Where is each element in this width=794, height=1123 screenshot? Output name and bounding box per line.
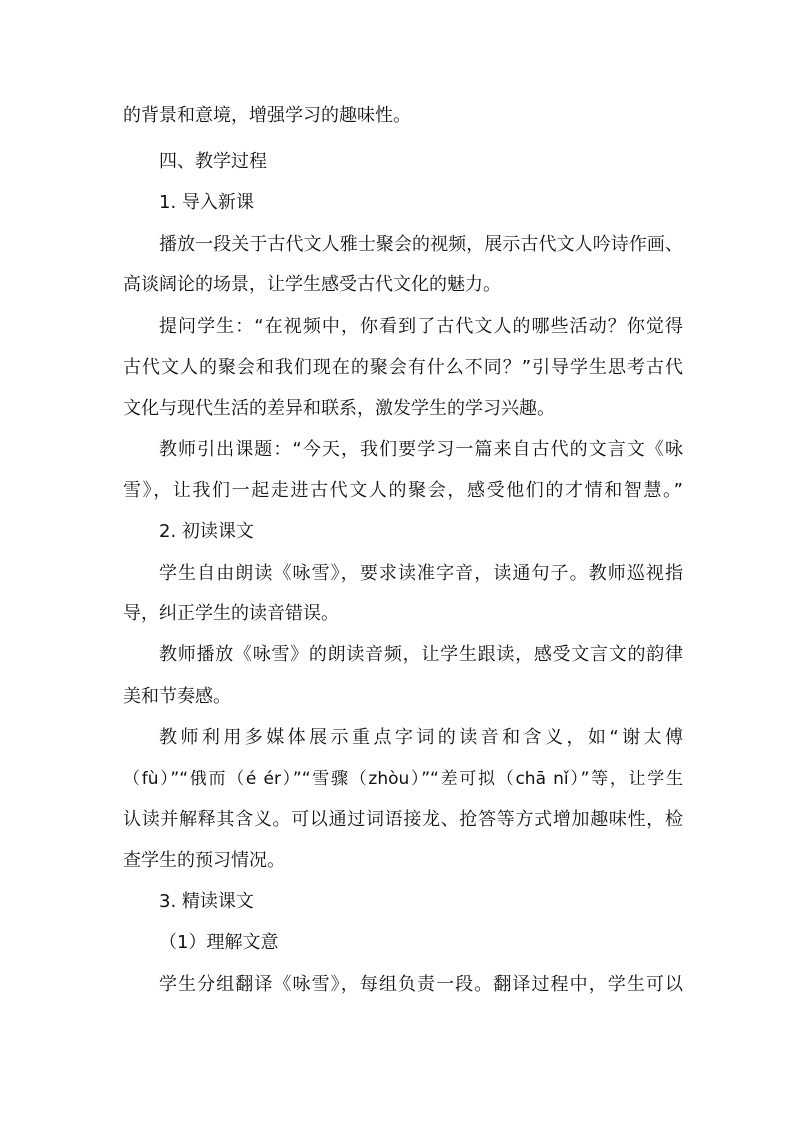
- text-line-10: 雪》，让我们一起走进古代文人的聚会，感受他们的才情和智慧。”: [123, 480, 683, 501]
- text-line-5: 高谈阔论的场景，让学生感受古代文化的魅力。: [123, 274, 501, 295]
- sub-subsection-heading-understand-meaning: （1）理解文意: [159, 932, 279, 953]
- text-line-18: 认读并解释其含义。可以通过词语接龙、抢答等方式增加趣味性，检: [123, 809, 683, 830]
- text-line-6: 提问学生：“在视频中，你看到了古代文人的哪些活动？你觉得: [159, 316, 683, 337]
- text-line-19: 查学生的预习情况。: [123, 850, 285, 871]
- text-line-13: 导，纠正学生的读音错误。: [123, 603, 339, 624]
- text-line-22: 学生分组翻译《咏雪》，每组负责一段。翻译过程中，学生可以: [159, 974, 683, 995]
- subsection-heading-close-reading: 3. 精读课文: [159, 891, 254, 912]
- text-line-14: 教师播放《咏雪》的朗读音频，让学生跟读，感受文言文的韵律: [159, 644, 683, 665]
- text-line-12: 学生自由朗读《咏雪》，要求读准字音，读通句子。教师巡视指: [159, 563, 683, 584]
- text-line-15: 美和节奏感。: [123, 686, 231, 707]
- text-line-17: （fù）”“俄而（é ér）”“雪骤（zhòu）”“差可拟（chā nǐ）”等，让学生: [123, 769, 683, 789]
- text-line-7: 古代文人的聚会和我们现在的聚会有什么不同？”引导学生思考古代: [123, 357, 683, 378]
- subsection-heading-introduction: 1. 导入新课: [159, 192, 254, 213]
- text-line-16: 教师利用多媒体展示重点字词的读音和含义，如“谢太傅: [159, 727, 683, 748]
- text-line-8: 文化与现代生活的差异和联系，激发学生的学习兴趣。: [123, 398, 555, 419]
- subsection-heading-first-reading: 2. 初读课文: [159, 521, 254, 542]
- text-line-9: 教师引出课题：“今天，我们要学习一篇来自古代的文言文《咏: [159, 439, 683, 460]
- text-line-4: 播放一段关于古代文人雅士聚会的视频，展示古代文人吟诗作画、: [159, 234, 683, 255]
- section-heading-teaching-process: 四、教学过程: [159, 151, 267, 172]
- text-line-1: 的背景和意境，增强学习的趣味性。: [123, 105, 411, 126]
